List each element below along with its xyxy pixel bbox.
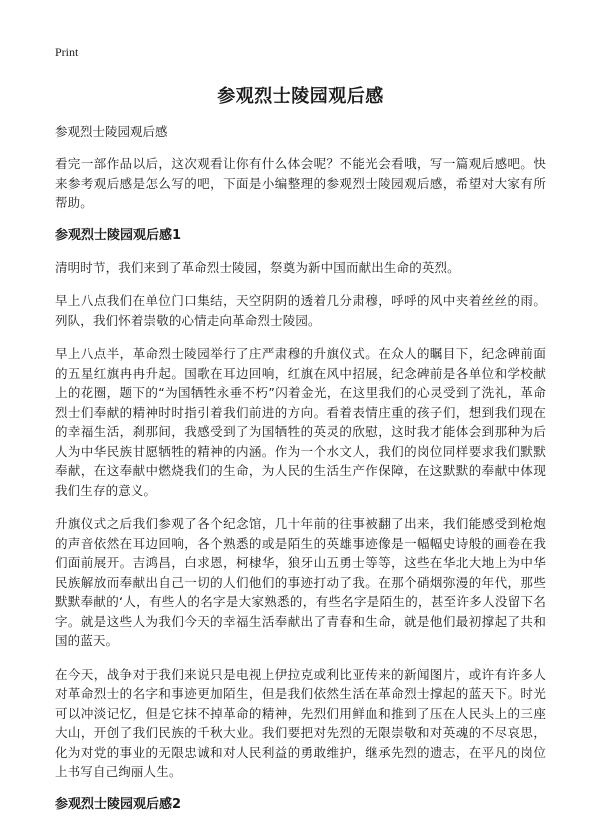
body-paragraph-3: 早上八点半，革命烈士陵园举行了庄严肃穆的升旗仪式。在众人的瞩目下，纪念碑前面的五星红旗冉冉升起。国歌在耳边回响，红旗在风中招展，纪念碑前是各单位和学校献上的花圈，题下的“为国牺牲永垂不朽”闪着金光，在这里我们的心灵受到了洗礼，革命烈士们奉献的精神时时指引着我们前进的方向。看着表情庄重的孩子们，想到我们现在的幸福生活，刹那间，我感受到了为国牺牲的英灵的欣慰，这时我才能体会到那种为后人为中华民族甘愿牺牲的精神的内涵。作为一个水文人，我们的岗位同样要求我们默默奉献，在这奉献中燃烧我们的生命，为人民的生活生产作保障，在这默默的奉献中体现我们生存的意义。 (55, 346, 546, 498)
body-paragraph-1: 清明时节，我们来到了革命烈士陵园，祭奠为新中国而献出生命的英烈。 (55, 259, 460, 275)
body-paragraph-4: 升旗仪式之后我们参观了各个纪念馆，几十年前的往事被翻了出来，我们能感受到枪炮的声音依然在耳边回响，各个熟悉的或是陌生的英雄事迹像是一幅幅史诗般的画卷在我们面前展开。吉鸿昌，白求恩，柯棣华，狼牙山五勇士等等，这些在华北大地上为中华民族解放而奉献出自己一切的人们他们的事迹打动了我。在那个硝烟弥漫的年代，那些默默奉献的‘人，有些人的名字是大家熟悉的，有些名字是陌生的，甚至许多人没留下名字。就是这些人为我们今天的幸福生活奉献出了青春和生命，就是他们最初撑起了共和国的蓝天。 (55, 516, 546, 648)
section-heading-1: 参观烈士陵园观后感1 (55, 227, 182, 243)
section-heading-2: 参观烈士陵园观后感2 (55, 796, 182, 812)
document-subtitle: 参观烈士陵园观后感 (55, 124, 168, 139)
body-paragraph-2: 早上八点我们在单位门口集结，天空阴阴的透着几分肃穆，呼呼的风中夹着丝丝的雨。列队，我们怀着崇敬的心情走向革命烈士陵园。 (55, 293, 546, 328)
body-paragraph-5: 在今天，战争对于我们来说只是电视上伊拉克或利比亚传来的新闻图片，或许有许多人对革命烈士的名字和事迹更加陌生，但是我们依然生活在革命烈士撑起的蓝天下。时光可以冲淡记忆，但是它抹不掉革命的精神，先烈们用鲜血和推到了压在人民头上的三座大山，开创了我们民族的千秋大业。我们要把对先烈的无限崇敬和对英魂的不尽哀思，化为对党的事业的无限忠诚和对人民利益的勇敢维护，继承先烈的遗志，在平凡的岗位上书写自己绚丽人生。 (55, 666, 546, 779)
print-link[interactable]: Print (55, 45, 79, 59)
page-title: 参观烈士陵园观后感 (217, 86, 384, 107)
intro-paragraph: 看完一部作品以后，这次观看让你有什么体会呢？不能光会看哦，写一篇观后感吧。快来参考观后感是怎么写的吧，下面是小编整理的参观烈士陵园观后感，希望对大家有所帮助。 (55, 156, 546, 210)
